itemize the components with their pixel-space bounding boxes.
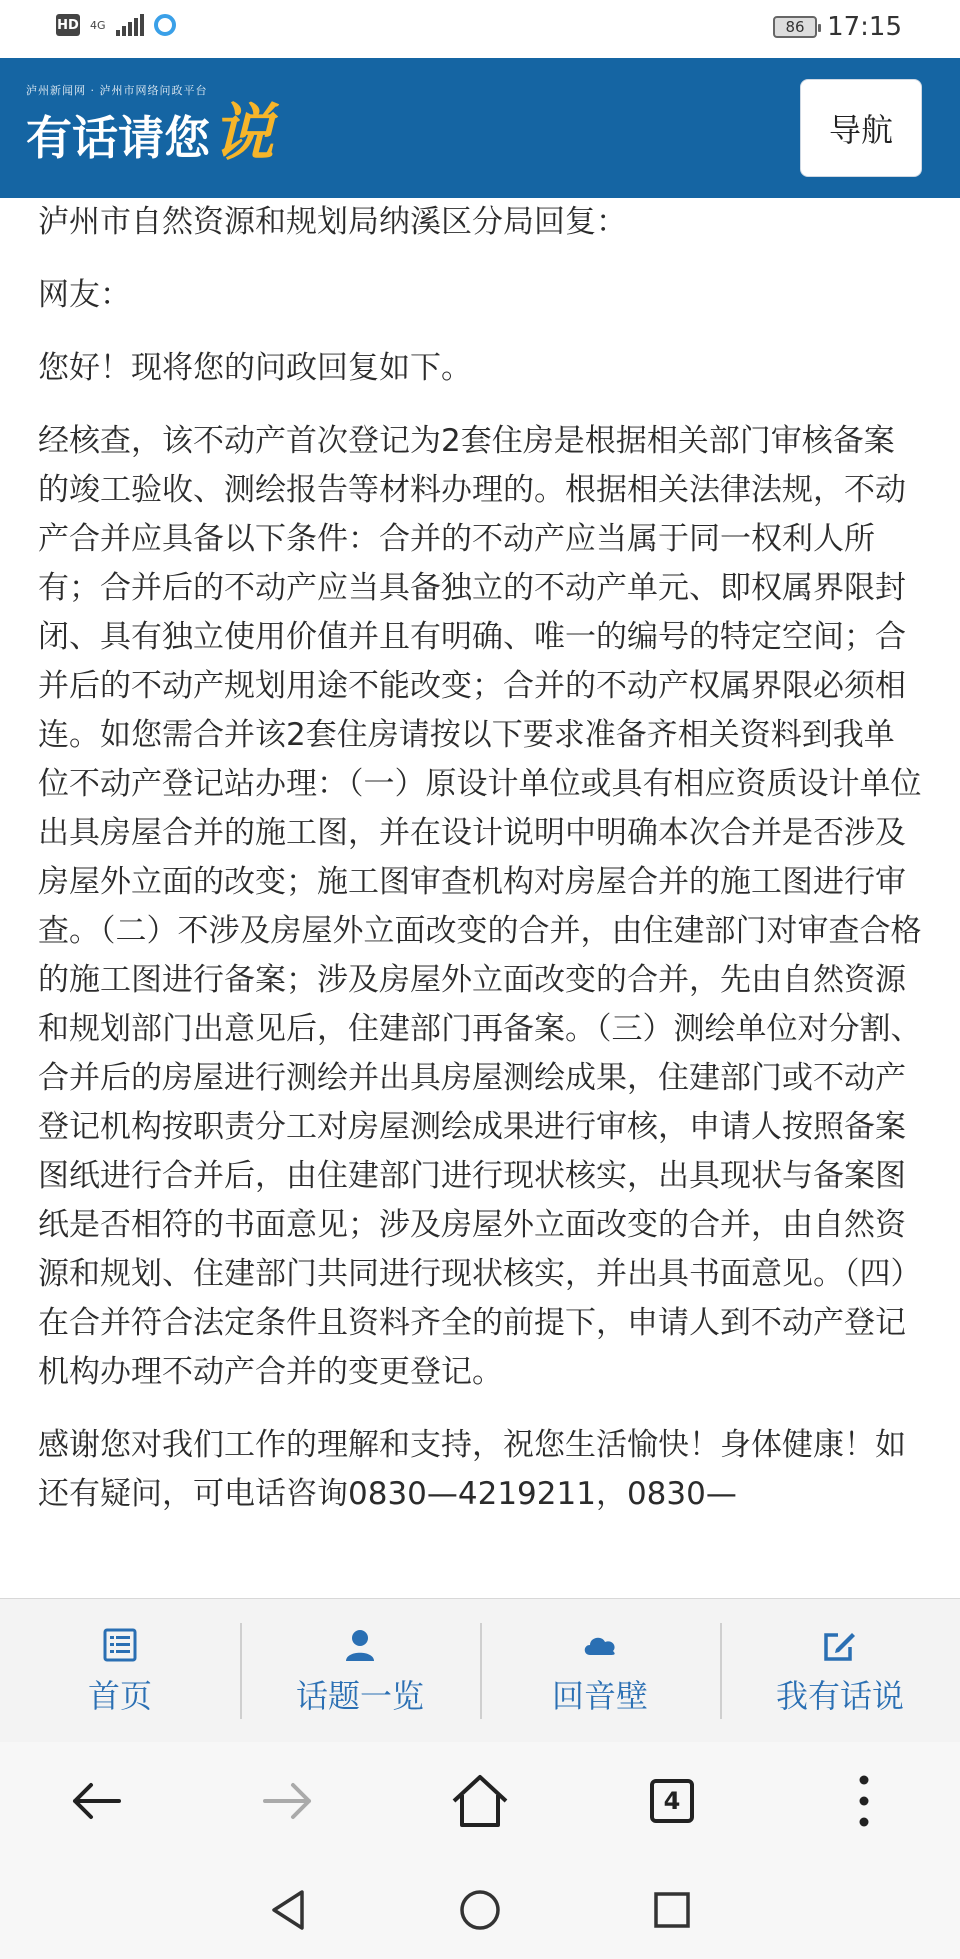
tab-speak-label: 我有话说 (775, 1677, 904, 1715)
battery-icon (773, 16, 817, 38)
article-content (38, 198, 922, 1598)
status-bar (0, 0, 960, 58)
logo-subtitle: 泸州新闻网 · 泸州市网络问政平台 (26, 84, 208, 97)
tab-speak[interactable] (720, 1599, 960, 1743)
tab-echo-wall[interactable] (480, 1599, 720, 1743)
logo-wordmark (26, 96, 275, 169)
site-header (0, 58, 960, 198)
greeting: 您好！现将您的问政回复如下。 (38, 350, 472, 386)
closing-text: 感谢您对我们工作的理解和支持，祝您生活愉快！身体健康！如还有疑问，可电话咨询0830—4219211，0830— (38, 1427, 906, 1512)
browser-toolbar (0, 1742, 960, 1860)
back-button[interactable] (36, 1751, 156, 1851)
nav-recents-icon[interactable] (652, 1890, 692, 1930)
tab-home[interactable] (0, 1599, 240, 1743)
battery-level: 86 (785, 18, 805, 36)
logo-accent-text: 说 (212, 96, 275, 169)
tab-echo-wall-label: 回音壁 (551, 1677, 648, 1715)
tab-topics[interactable] (240, 1599, 480, 1743)
status-left (56, 14, 176, 36)
tab-count: 4 (650, 1779, 694, 1823)
status-right (773, 12, 902, 42)
network-type: 4G (90, 18, 106, 32)
salutation: 网友： (38, 277, 131, 313)
reply-body: 经核查，该不动产首次登记为2套住房是根据相关部门审核备案的竣工验收、测绘报告等材料办理的。根据相关法律法规，不动产合并应具备以下条件：合并的不动产应当属于同一权利人所有；合并后的不动产应当具备独立的不动产单元、即权属界限封闭、具有独立使用价值并且有明确、唯一的编号的特定空间；合并后的不动产规划用途不能改变；合并的不动产权属界限必须相连。如您需合并该2套住房请按以下要求准备齐相关资料到我单位不动产登记站办理：（一）原设计单位或具有相应资质设计单位出具房屋合并的施工图，并在设计说明中明确本次合并是否涉及房屋外立面的改变；施工图审查机构对房屋合并的施工图进行审查。（二）不涉及房屋外立面改变的合并，由住建部门对审查合格的施工图进行备案；涉及房屋外立面改变的合并，先由自然资源和规划部门出意见后，住建部门再备案。（三）测绘单位对分割、合并后的房屋进行测绘并出具房屋测绘成果，住建部门或不动产登记机构按职责分工对房屋测绘成果进行审核，申请人按照备案图纸进行合并后，由住建部门进行现状核实，出具现状与备案图纸是否相符的书面意见；涉及房屋外立面改变的合并，由自然资源和规划、住建部门共同进行现状核实，并出具书面意见。（四）在合并符合法定条件且资料齐全的前提下，申请人到不动产登记机构办理不动产合并的变更登记。 (38, 423, 922, 1390)
more-menu-button[interactable] (804, 1751, 924, 1851)
user-icon (340, 1625, 380, 1665)
hd-badge: HD (56, 14, 80, 36)
arrow-right-icon (261, 1781, 315, 1821)
bottom-tab-bar (0, 1598, 960, 1743)
arrow-left-icon (69, 1781, 123, 1821)
forward-button[interactable] (228, 1751, 348, 1851)
nav-home-icon[interactable] (458, 1888, 502, 1932)
tab-home-label: 首页 (87, 1677, 152, 1715)
cloud-icon (580, 1625, 620, 1665)
clock: 17:15 (827, 12, 902, 42)
tab-topics-label: 话题一览 (295, 1677, 424, 1715)
more-vertical-icon (858, 1774, 870, 1828)
reply-office: 泸州市自然资源和规划局纳溪区分局回复： (38, 204, 627, 240)
home-icon (450, 1773, 510, 1829)
list-icon (100, 1625, 140, 1665)
home-button[interactable] (420, 1751, 540, 1851)
logo-text: 有话请您 (26, 111, 210, 165)
tabs-button[interactable] (612, 1751, 732, 1851)
signal-icon (116, 14, 144, 36)
system-navigation-bar (0, 1860, 960, 1959)
browser-notification-icon (154, 14, 176, 36)
nav-back-icon[interactable] (268, 1888, 308, 1932)
edit-icon (820, 1625, 860, 1665)
navigation-button[interactable]: 导航 (800, 79, 922, 177)
site-logo[interactable] (26, 82, 275, 169)
